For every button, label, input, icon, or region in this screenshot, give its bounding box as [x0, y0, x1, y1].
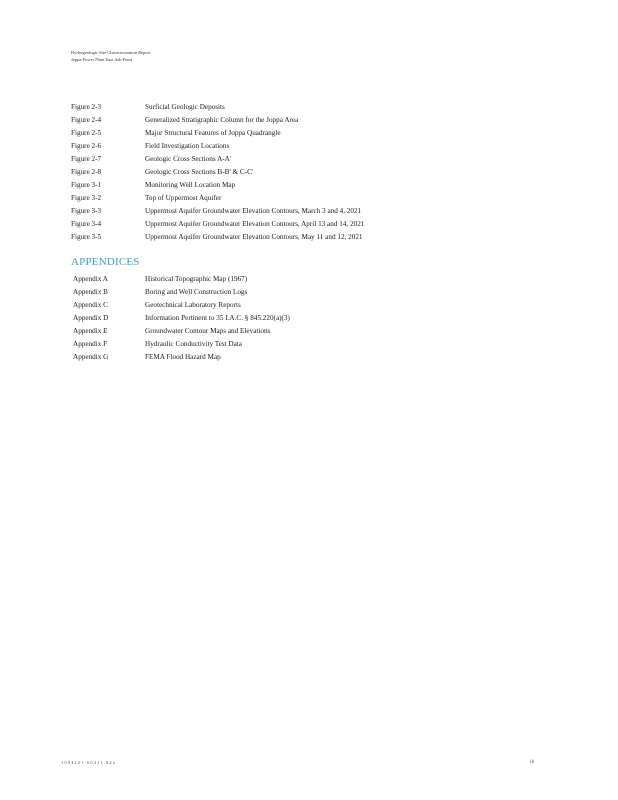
figure-title: Monitoring Well Location Map [145, 181, 236, 189]
toc-row-appendix[interactable] [71, 351, 541, 364]
toc-row-figure[interactable] [71, 127, 541, 140]
appendix-label: Appendix D [73, 314, 109, 322]
figure-title: Uppermost Aquifer Groundwater Elevation Contours, March 3 and 4, 2021 [145, 207, 362, 215]
figure-label: Figure 2-7 [71, 155, 102, 163]
figure-label: Figure 3-2 [71, 194, 102, 202]
figure-label: Figure 2-4 [71, 116, 102, 124]
figure-label: Figure 2-5 [71, 129, 102, 137]
figure-label: Figure 2-8 [71, 168, 102, 176]
figure-title: Major Structural Features of Joppa Quadrangle [145, 129, 281, 137]
appendix-label: Appendix A [73, 275, 108, 283]
figure-title: Top of Uppermost Aquifer [145, 194, 222, 202]
toc-row-appendix[interactable] [71, 273, 541, 286]
appendix-title: Historical Topographic Map (1967) [145, 275, 248, 283]
header-line-1: Hydrogeologic Site Characterization Report [71, 50, 151, 55]
toc-row-appendix[interactable] [71, 286, 541, 299]
appendix-title: FEMA Flood Hazard Map [145, 353, 221, 361]
figure-label: Figure 3-4 [71, 220, 102, 228]
figure-label: Figure 2-6 [71, 142, 102, 150]
page-number: iii [530, 759, 535, 765]
toc-row-figure[interactable] [71, 101, 541, 114]
toc-row-appendix[interactable] [71, 312, 541, 325]
toc-row-appendix[interactable] [71, 325, 541, 338]
figure-title: Geologic Cross Sections B-B' & C-C' [145, 168, 254, 176]
toc-row-figure[interactable] [71, 114, 541, 127]
figure-label: Figure 3-1 [71, 181, 102, 189]
appendix-title: Groundwater Contour Maps and Elevations [145, 327, 271, 335]
toc-row-appendix[interactable] [71, 299, 541, 312]
toc-row-figure[interactable] [71, 166, 541, 179]
figure-title: Surficial Geologic Deposits [145, 103, 225, 111]
toc-row-figure[interactable] [71, 205, 541, 218]
appendix-label: Appendix C [73, 301, 108, 309]
toc-row-figure[interactable] [71, 140, 541, 153]
toc-row-figure[interactable] [71, 218, 541, 231]
header-line-2: Joppa Power Plant East Ash Pond [71, 57, 132, 62]
appendix-title: Information Pertinent to 35 I.A.C. § 845.220(a)(3) [145, 314, 290, 322]
appendix-label: Appendix G [73, 353, 109, 361]
list-of-appendices [71, 273, 541, 364]
figure-title: Field Investigation Locations [145, 142, 230, 150]
figure-label: Figure 2-3 [71, 103, 102, 111]
toc-row-figure[interactable] [71, 153, 541, 166]
appendices-heading: APPENDICES [71, 256, 140, 268]
figure-title: Uppermost Aquifer Groundwater Elevation Contours, May 11 and 12, 2021 [145, 233, 363, 241]
figure-title: Uppermost Aquifer Groundwater Elevation Contours, April 13 and 14, 2021 [145, 220, 365, 228]
toc-row-figure[interactable] [71, 192, 541, 205]
toc-row-appendix[interactable] [71, 338, 541, 351]
appendix-title: Hydraulic Conductivity Test Data [145, 340, 242, 348]
toc-row-figure[interactable] [71, 231, 541, 244]
appendix-label: Appendix E [73, 327, 108, 335]
figure-label: Figure 3-3 [71, 207, 102, 215]
appendix-label: Appendix B [73, 288, 108, 296]
toc-row-figure[interactable] [71, 179, 541, 192]
running-header [71, 49, 150, 63]
figure-label: Figure 3-5 [71, 233, 102, 241]
appendix-title: Boring and Well Construction Logs [145, 288, 248, 296]
list-of-figures [71, 101, 541, 244]
figure-title: Geologic Cross Sections A-A' [145, 155, 232, 163]
figure-title: Generalized Stratigraphic Column for the Joppa Area [145, 116, 299, 124]
document-number: 1 0 8 4 1 2 1 . 0 0 4 1 1 . 0 2 2 [61, 760, 115, 765]
appendix-label: Appendix F [73, 340, 108, 348]
appendix-title: Geotechnical Laboratory Reports [145, 301, 241, 309]
